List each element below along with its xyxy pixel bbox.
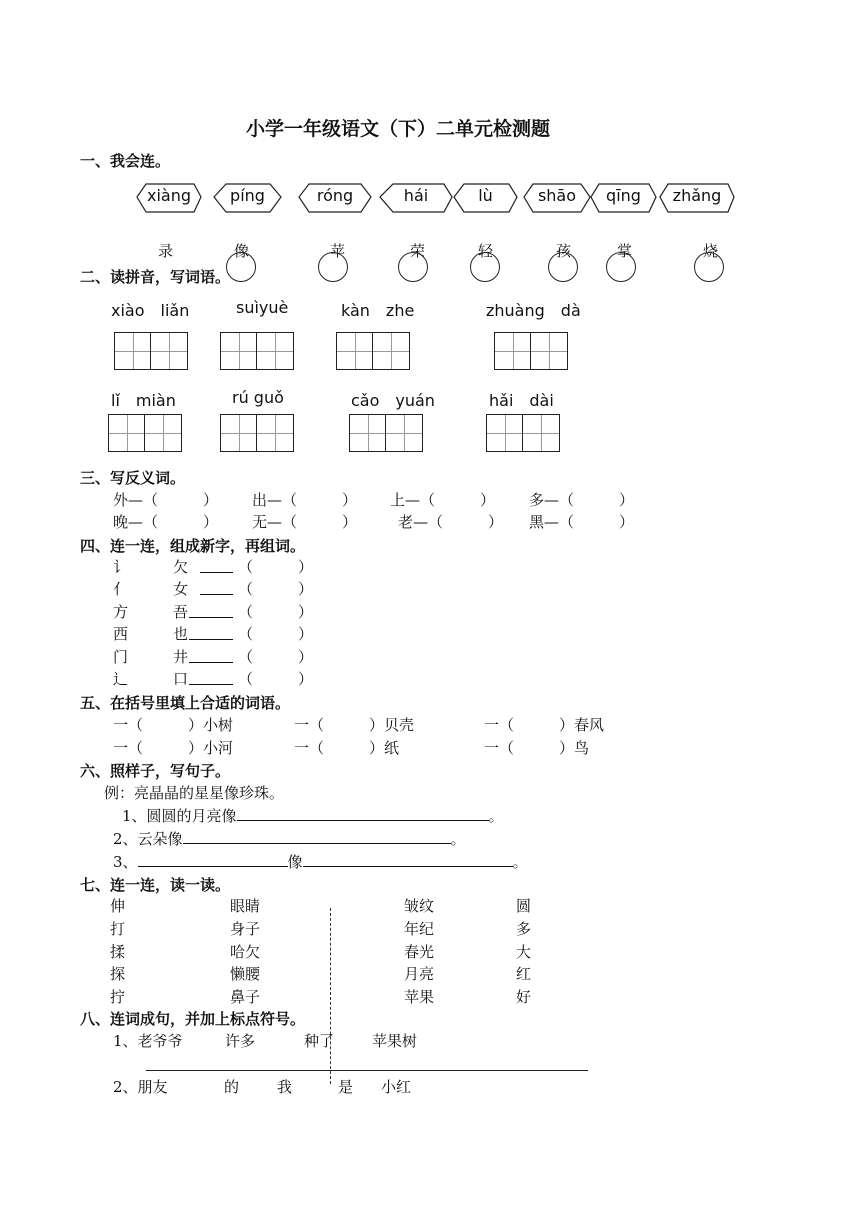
measure-word-item[interactable]: 一（ ）小树 (113, 716, 234, 734)
char-4: 荣 (410, 242, 426, 260)
component: 井 (173, 648, 189, 666)
verb: 揉 (110, 943, 126, 961)
pinyin-word: cǎo yuán (351, 391, 435, 410)
pinyin-word: kàn zhe (341, 301, 415, 320)
adjective: 大 (516, 943, 532, 961)
component: 女 (173, 580, 189, 598)
sentence-2-prompt[interactable]: 2、云朵像 。 (113, 830, 466, 848)
pinyin-1: xiàng (146, 186, 191, 205)
char-5: 轻 (478, 242, 494, 260)
word-tile: 小红 (381, 1078, 412, 1096)
section-1-heading: 一、我会连。 (80, 152, 171, 170)
char-3: 苹 (330, 242, 346, 260)
answer-line[interactable] (200, 580, 233, 599)
answer-line[interactable] (189, 670, 233, 689)
answer-line[interactable] (189, 648, 233, 667)
word-tile: 许多 (225, 1032, 256, 1050)
section-8-heading: 八、连词成句，并加上标点符号。 (80, 1010, 306, 1028)
antonym-item[interactable]: 无—（ ） (252, 513, 358, 531)
verb: 打 (110, 920, 126, 938)
example-sentence: 例：亮晶晶的星星像珍珠。 (104, 784, 285, 802)
adjective: 好 (516, 988, 532, 1006)
adjective: 红 (516, 965, 532, 983)
antonym-item[interactable]: 外—（ ） (113, 491, 219, 509)
radical: 方 (113, 603, 129, 621)
antonym-item[interactable]: 老—（ ） (398, 513, 504, 531)
verb: 探 (110, 965, 126, 983)
answer-circle[interactable] (470, 252, 500, 282)
component: 也 (173, 625, 189, 643)
char-8: 烧 (703, 242, 719, 260)
answer-circle[interactable] (694, 252, 724, 282)
pinyin-frames (0, 0, 860, 300)
noun: 眼睛 (230, 897, 261, 915)
answer-line[interactable] (200, 558, 233, 577)
sentence-3-prompt[interactable]: 3、 像 。 (113, 853, 528, 871)
measure-word-item[interactable]: 一（ ）小河 (113, 739, 234, 757)
writing-grid[interactable] (349, 414, 423, 452)
component: 吾 (173, 603, 189, 621)
adjective: 圆 (516, 897, 532, 915)
char-1: 录 (158, 242, 174, 260)
word-paren[interactable]: （ ） (238, 603, 314, 621)
pinyin-8: zhǎng (672, 186, 722, 205)
noun: 月亮 (404, 965, 435, 983)
word-tile: 1、老爷爷 (113, 1032, 183, 1050)
noun: 哈欠 (230, 943, 261, 961)
antonym-item[interactable]: 晚—（ ） (113, 513, 219, 531)
noun: 身子 (230, 920, 261, 938)
word-paren[interactable]: （ ） (238, 670, 314, 688)
radical: 门 (113, 648, 129, 666)
writing-grid[interactable] (486, 414, 560, 452)
word-tile: 种了 (304, 1032, 335, 1050)
page-title: 小学一年级语文（下）二单元检测题 (246, 118, 551, 140)
sentence-1-prompt[interactable]: 1、圆圆的月亮像 。 (122, 807, 504, 825)
section-4-heading: 四、连一连，组成新字，再组词。 (80, 537, 306, 555)
measure-word-item[interactable]: 一（ ）春风 (484, 716, 605, 734)
pinyin-word: xiào liǎn (111, 301, 190, 320)
pinyin-word: suìyuè (236, 298, 289, 317)
char-6: 孩 (556, 242, 572, 260)
writing-grid[interactable] (336, 332, 410, 370)
adjective: 多 (516, 920, 532, 938)
noun: 年纪 (404, 920, 435, 938)
section-2-heading: 二、读拼音，写词语。 (80, 268, 231, 286)
measure-word-item[interactable]: 一（ ）鸟 (484, 739, 590, 757)
noun: 懒腰 (230, 965, 261, 983)
pinyin-3: róng (316, 186, 354, 205)
pinyin-2: píng (230, 186, 265, 205)
pinyin-7: qīng (606, 186, 641, 205)
component: 欠 (173, 558, 189, 576)
word-tile: 的 (224, 1078, 240, 1096)
pinyin-4: hái (403, 186, 429, 205)
word-paren[interactable]: （ ） (238, 648, 314, 666)
pinyin-5: lù (478, 186, 493, 205)
answer-circle[interactable] (398, 252, 428, 282)
answer-line[interactable] (189, 625, 233, 644)
component: 口 (173, 670, 189, 688)
writing-grid[interactable] (108, 414, 182, 452)
radical: 亻 (113, 580, 129, 598)
writing-grid[interactable] (494, 332, 568, 370)
writing-grid[interactable] (220, 414, 294, 452)
measure-word-item[interactable]: 一（ ）纸 (294, 739, 400, 757)
writing-grid[interactable] (114, 332, 188, 370)
section-7-heading: 七、连一连，读一读。 (80, 876, 231, 894)
dashed-divider (330, 908, 331, 1084)
pinyin-6: shāo (537, 186, 577, 205)
radical: 讠 (113, 558, 129, 576)
antonym-item[interactable]: 出—（ ） (252, 491, 358, 509)
answer-circle[interactable] (606, 252, 636, 282)
word-paren[interactable]: （ ） (238, 580, 314, 598)
section-5-heading: 五、在括号里填上合适的词语。 (80, 694, 291, 712)
verb: 拧 (110, 988, 126, 1006)
pinyin-word: zhuàng dà (486, 301, 581, 320)
noun: 鼻子 (230, 988, 261, 1006)
word-tile: 是 (338, 1078, 354, 1096)
radical: 西 (113, 625, 129, 643)
radical: 辶 (113, 670, 129, 688)
antonym-item[interactable]: 上—（ ） (390, 491, 496, 509)
pinyin-word: hǎi dài (489, 391, 554, 410)
section-3-heading: 三、写反义词。 (80, 469, 186, 487)
word-paren[interactable]: （ ） (238, 625, 314, 643)
writing-grid[interactable] (220, 332, 294, 370)
section-6-heading: 六、照样子，写句子。 (80, 762, 231, 780)
word-tile: 2、朋友 (113, 1078, 168, 1096)
word-tile: 苹果树 (372, 1032, 418, 1050)
answer-circle[interactable] (226, 252, 256, 282)
noun: 春光 (404, 943, 435, 961)
word-paren[interactable]: （ ） (238, 558, 314, 576)
noun: 皱纹 (404, 897, 435, 915)
verb: 伸 (110, 897, 126, 915)
answer-line[interactable] (189, 603, 233, 622)
antonym-item[interactable]: 多—（ ） (529, 491, 635, 509)
answer-circle[interactable] (318, 252, 348, 282)
pinyin-word: rú guǒ (232, 388, 284, 407)
answer-circle[interactable] (548, 252, 578, 282)
word-tile: 我 (277, 1078, 293, 1096)
antonym-item[interactable]: 黑—（ ） (529, 513, 635, 531)
char-7: 掌 (617, 242, 633, 260)
measure-word-item[interactable]: 一（ ）贝壳 (294, 716, 415, 734)
pinyin-word: lǐ miàn (111, 391, 176, 410)
char-2: 像 (234, 242, 250, 260)
noun: 苹果 (404, 988, 435, 1006)
answer-line[interactable] (146, 1070, 588, 1071)
